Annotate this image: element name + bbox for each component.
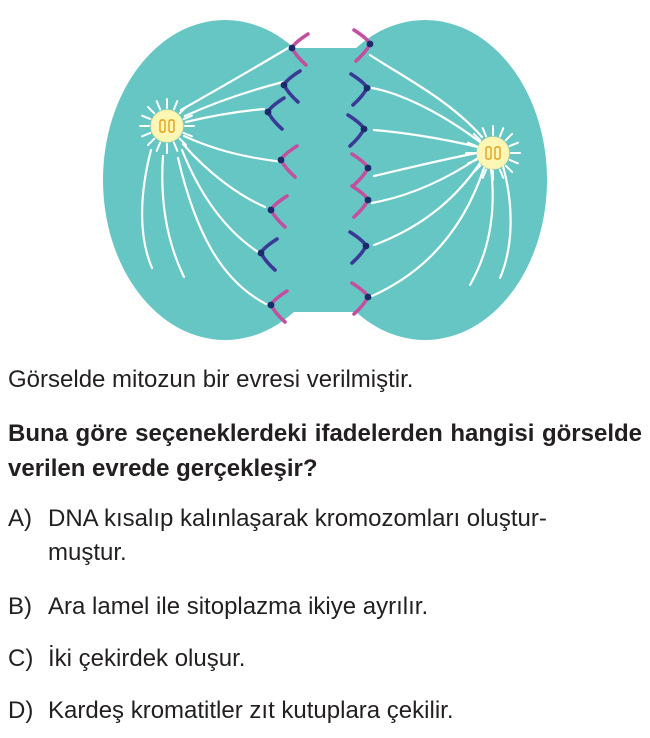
option-a[interactable] [8,502,642,570]
centromere [365,294,372,301]
centromere [364,85,371,92]
centrosome-right [466,126,520,180]
centromere [289,45,296,52]
intro-text: Görselde mitozun bir evresi verilmiştir. [8,366,414,393]
anaphase-illustration [0,0,650,355]
centromere [258,250,265,257]
centromere [367,41,374,48]
question-text: Buna göre seçeneklerdeki ifadelerden hangisi görselde verilen evrede gerçekleşir? [8,420,642,482]
centromere [265,109,272,116]
cell-middle [225,48,425,312]
centrosome-body [477,137,509,169]
centromere [365,165,372,172]
option-text: İki çekirdek oluşur. [48,645,246,672]
option-text: Ara lamel ile sitoplazma ikiye ayrılır. [48,593,429,620]
option-letter: A) [8,505,32,532]
option-c[interactable] [8,642,642,676]
option-letter: D) [8,697,34,724]
option-text: Kardeş kromatitler zıt kutuplara çekilir. [48,697,454,724]
centromere [363,243,370,250]
centrosome-left [140,99,194,153]
option-text: DNA kısalıp kalınlaşarak kromozomları oluştur- muştur. [48,505,547,566]
mitosis-figure [0,0,650,355]
option-letter: B) [8,593,32,620]
centromere [268,207,275,214]
centromere [365,197,372,204]
option-d[interactable] [8,694,642,728]
option-letter: C) [8,645,34,672]
option-b[interactable] [8,590,642,624]
centrosome-body [151,110,183,142]
centromere [268,302,275,309]
centromere [361,126,368,133]
centromere [281,82,288,89]
centromere [278,157,285,164]
